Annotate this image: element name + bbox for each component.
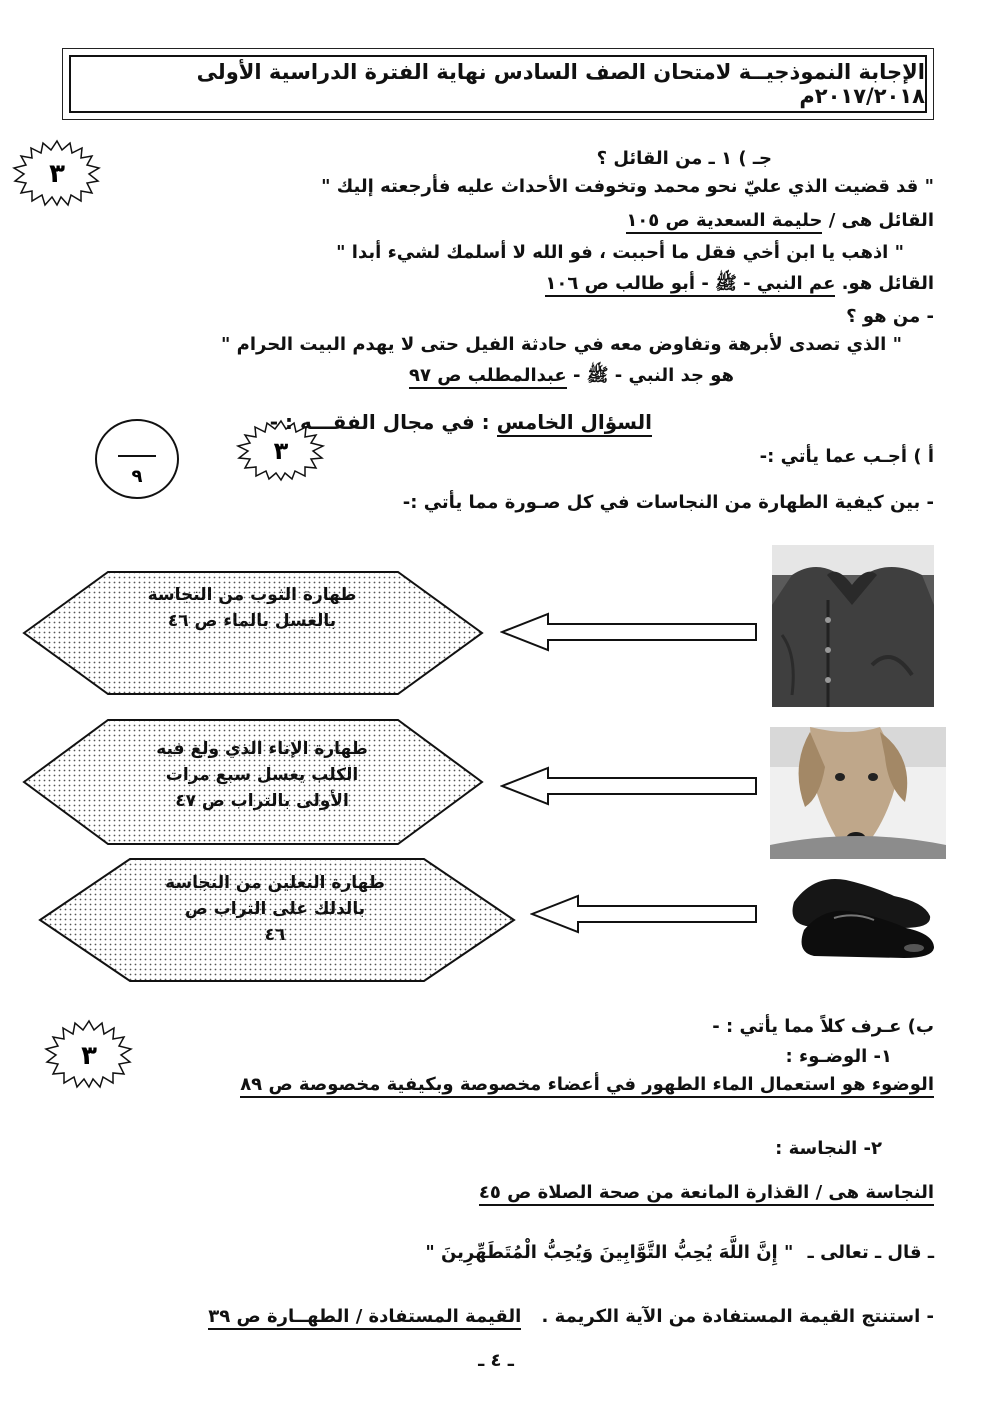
answer-1-text: حليمة السعدية ص ١٠٥ <box>626 210 822 234</box>
answer-3-text: عبدالمطلب ص ٩٧ <box>409 365 567 389</box>
definition-2-text: النجاسة هى / القذارة المانعة من صحة الصلاة ص ٤٥ <box>479 1182 934 1206</box>
q1-label: جـ ) ١ ـ من القائل ؟ <box>596 148 772 169</box>
title-frame <box>62 48 934 120</box>
arrow-3 <box>530 894 760 934</box>
hexagon-2-line-3: الأولى بالتراب ص ٤٧ <box>175 791 349 811</box>
arrow-2 <box>500 766 760 806</box>
dog-photo <box>770 727 946 859</box>
q2-label: - من هو ؟ <box>846 306 934 327</box>
arrow-1 <box>500 612 760 652</box>
page-number: ـ ٤ ـ <box>478 1350 514 1371</box>
page-title: الإجابة النموذجيــة لامتحان الصف السادس نهاية الفترة الدراسية الأولى ٢٠١٧/٢٠١٨م <box>69 55 927 113</box>
definition-2-answer <box>479 1182 934 1203</box>
definition-2-label: ٢- النجاسة : <box>775 1138 882 1159</box>
definition-1-answer <box>240 1074 934 1095</box>
deduce-question: - استنتج القيمة المستفادة من الآية الكريمة . <box>541 1306 934 1327</box>
deduce-line <box>208 1306 934 1327</box>
verse-line <box>425 1242 934 1263</box>
section-5-title: السؤال الخامس <box>497 410 652 437</box>
shirt-photo <box>772 545 934 707</box>
hexagon-1-line-1: طهارة الثوب من النجاسة <box>147 585 357 605</box>
shoe-photo <box>774 862 938 966</box>
hexagon-3-line-1: طهارة النعلين من النجاسة <box>165 873 385 893</box>
verse-intro: ـ قال ـ تعالى ـ <box>807 1242 934 1263</box>
hexagon-2-line-2: الكلب يغسل سبع مرات <box>165 765 359 785</box>
section-5-heading <box>270 410 652 434</box>
hexagon-2-line-1: طهارة الإناء الذي ولغ فيه <box>156 739 368 759</box>
hexagon-2-text <box>112 736 412 814</box>
grade-stamp-3 <box>44 1018 134 1090</box>
part-b-label: ب) عـرف كلاً مما يأتي : - <box>712 1016 934 1037</box>
definition-1-label: ١- الوضـوء : <box>785 1046 892 1067</box>
section-5-title-rest: : في مجال الفقـــه : - <box>269 410 497 434</box>
stamp-1-value: ٣ <box>49 159 65 189</box>
stamp-3-value: ٣ <box>81 1041 97 1071</box>
hexagon-1-line-2: بالغسل بالماء ص ٤٦ <box>167 611 337 631</box>
hexagon-3-line-3: ٤٦ <box>264 925 286 945</box>
verse-text: " إِنَّ اللَّهَ يُحِبُّ التَّوَّابِينَ وَيُحِبُّ الْمُتَطَهِّرِينَ " <box>425 1242 794 1263</box>
deduce-answer: القيمة المستفادة / الطهــارة ص ٣٩ <box>208 1306 521 1330</box>
hexagon-3-line-2: بالدلك على التراب ص <box>184 899 366 919</box>
answer-3 <box>409 364 734 390</box>
answer-2 <box>545 272 934 298</box>
total-score-circle <box>92 416 182 502</box>
stamp-2-value: ٣ <box>273 437 289 465</box>
answer-2-prefix: القائل هو. <box>841 273 934 294</box>
grade-stamp-1 <box>12 138 102 208</box>
quote-2: " اذهب يا ابن أخي فقل ما أحببت ، فو الله لا أسلمك لشيء أبدا " <box>336 242 904 263</box>
quote-3: " الذي تصدى لأبرهة وتفاوض معه في حادثة الفيل حتى لا يهدم البيت الحرام " <box>221 334 902 355</box>
answer-2-text: عم النبي - ﷺ - أبو طالب ص ١٠٦ <box>545 273 835 297</box>
hexagon-1-text <box>112 582 392 634</box>
quote-1: " قد قضيت الذي عليّ نحو محمد وتخوفت الأحداث عليه فأرجعته إليك " <box>321 176 934 197</box>
definition-1-text: الوضوء هو استعمال الماء الطهور في أعضاء مخصوصة وبكيفية مخصوصة ص ٨٩ <box>240 1074 934 1098</box>
part-a-instruction: - بين كيفية الطهارة من النجاسات في كل صـورة مما يأتي :- <box>402 492 934 513</box>
hexagon-3-text <box>130 870 420 948</box>
part-a-label: أ ) أجـب عما يأتي :- <box>759 446 934 467</box>
answer-3-prefix: هو جد النبي - ﷺ - <box>573 365 734 386</box>
answer-1-prefix: القائل هى / <box>828 210 934 231</box>
answer-1 <box>626 210 934 231</box>
total-score-value: ٩ <box>131 466 143 487</box>
